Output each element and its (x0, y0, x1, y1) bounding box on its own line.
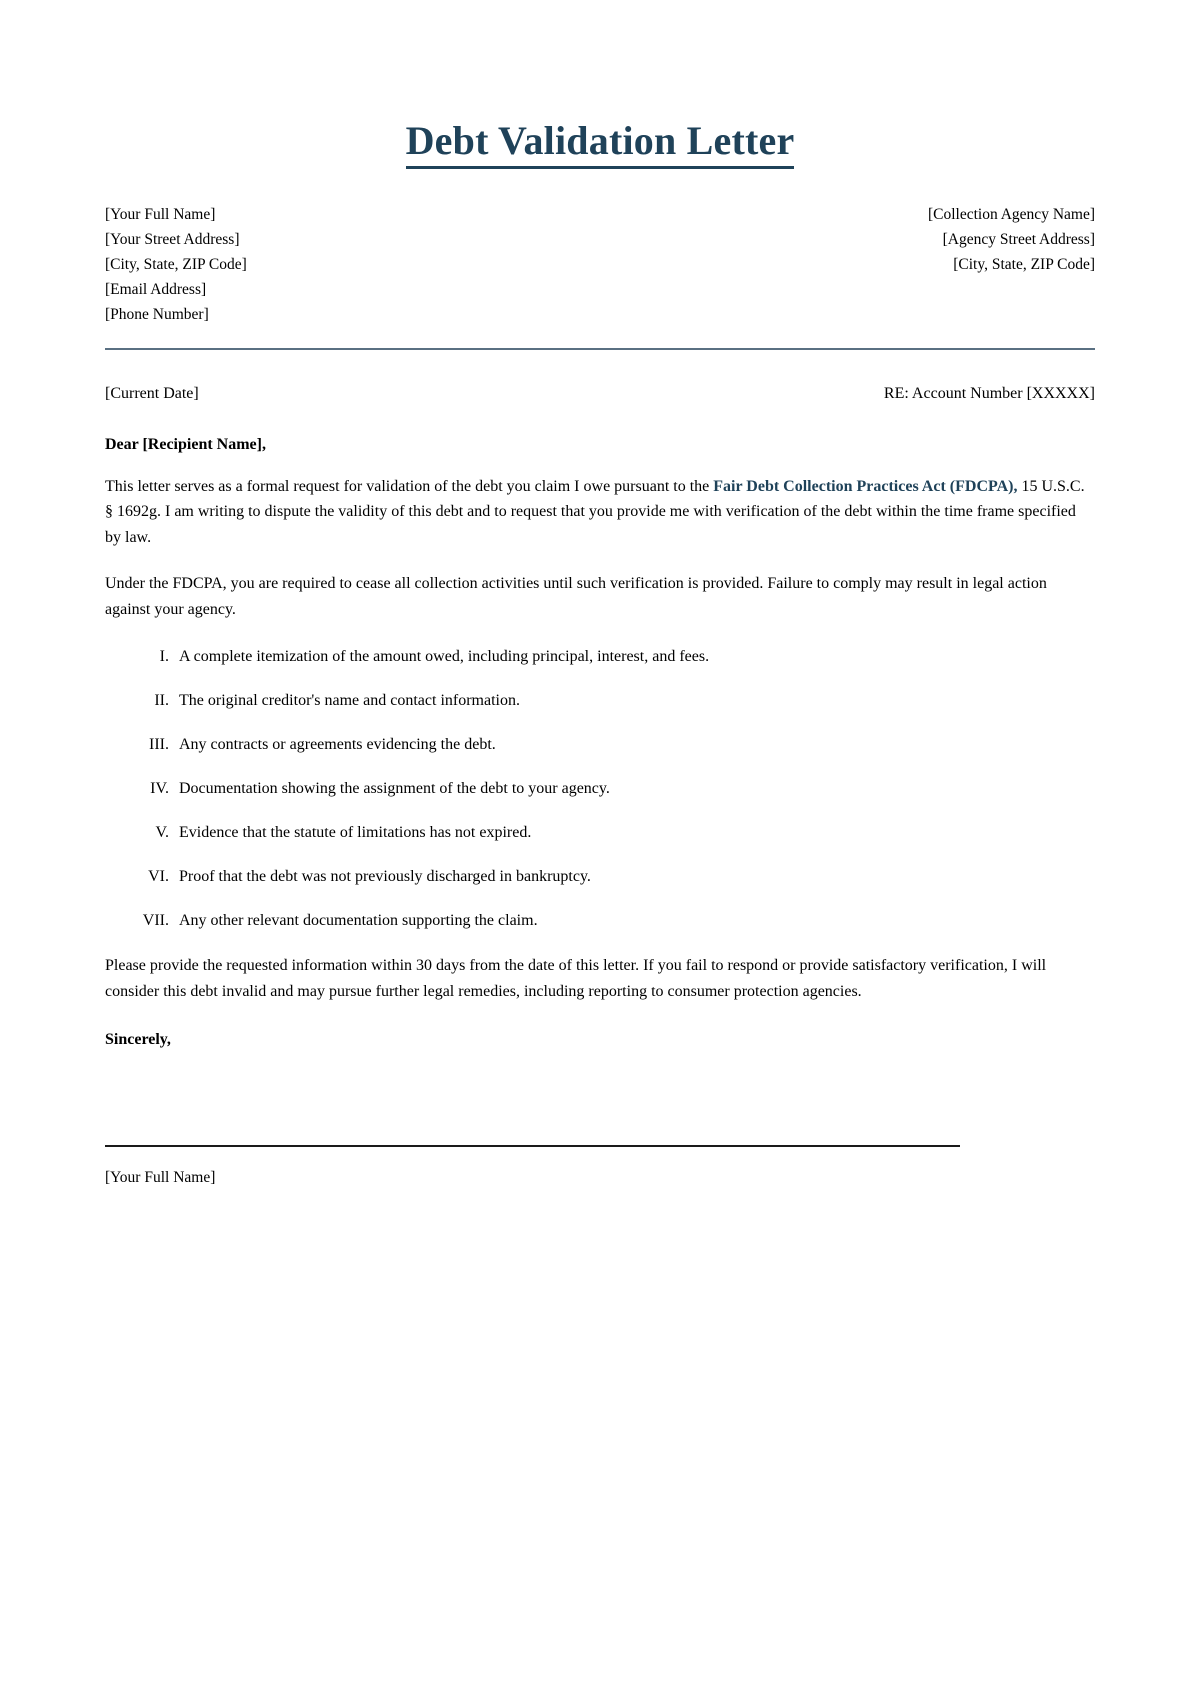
current-date: [Current Date] (105, 384, 199, 402)
requested-items-list (105, 645, 1095, 933)
list-item: V. Evidence that the statute of limitations has not expired. (173, 821, 1095, 845)
paragraph-one-part-1: This letter serves as a formal request for validation of the debt you claim I owe pursuant to the (105, 477, 714, 495)
paragraph-one (105, 474, 1095, 552)
page-title-text: Debt Validation Letter (406, 118, 795, 169)
signature-line (105, 1145, 960, 1147)
sender-line-email: [Email Address] (105, 281, 207, 299)
fdcpa-accent-text: Fair Debt Collection Practices Act (FDCPA), (713, 477, 1018, 495)
address-block (105, 202, 1095, 328)
sender-line-name: [Your Full Name] (105, 206, 216, 223)
sender-line-phone: [Phone Number] (105, 306, 209, 324)
salutation: Dear [Recipient Name], (105, 435, 266, 453)
recipient-line-agency: [Collection Agency Name] (927, 206, 1095, 223)
list-item: VII. Any other relevant documentation supporting the claim. (173, 909, 1095, 933)
list-item: I. A complete itemization of the amount owed, including principal, interest, and fees. (173, 645, 1095, 669)
list-item: VI. Proof that the debt was not previously discharged in bankruptcy. (173, 865, 1095, 889)
sender-line-city: [City, State, ZIP Code] (105, 256, 247, 274)
recipient-address (928, 202, 1095, 277)
header-divider (105, 348, 1095, 350)
recipient-line-city: [City, State, ZIP Code] (953, 256, 1095, 274)
signature-name: [Your Full Name] (105, 1168, 216, 1186)
sender-line-street: [Your Street Address] (105, 231, 240, 249)
paragraph-two: Under the FDCPA, you are required to cease all collection activities until such verification is provided. Failure to comply may result in legal action against your agency. (105, 575, 1047, 619)
account-reference: RE: Account Number [XXXXX] (883, 384, 1095, 402)
signature-block (105, 1145, 1095, 1187)
list-item: III. Any contracts or agreements evidencing the debt. (173, 733, 1095, 757)
sender-address (105, 202, 247, 328)
paragraph-one-part-2: 15 U.S.C. § 1692g. I am writing to dispute the validity of this debt and to request that you provide me with verification of the debt within the time frame specified by law. (105, 477, 1085, 547)
list-item: II. The original creditor's name and contact information. (173, 689, 1095, 713)
list-item: IV. Documentation showing the assignment of the debt to your agency. (173, 777, 1095, 801)
meta-row (105, 382, 1095, 406)
closing-salutation: Sincerely, (105, 1030, 171, 1048)
page-title (105, 0, 1095, 164)
recipient-line-street: [Agency Street Address] (942, 231, 1095, 249)
paragraph-three: Please provide the requested information within 30 days from the date of this letter. If you fail to respond or provide satisfactory verification, I will consider this debt invalid and may pursue further legal remedies, including reporting to consumer protection agencies. (105, 957, 1047, 1000)
